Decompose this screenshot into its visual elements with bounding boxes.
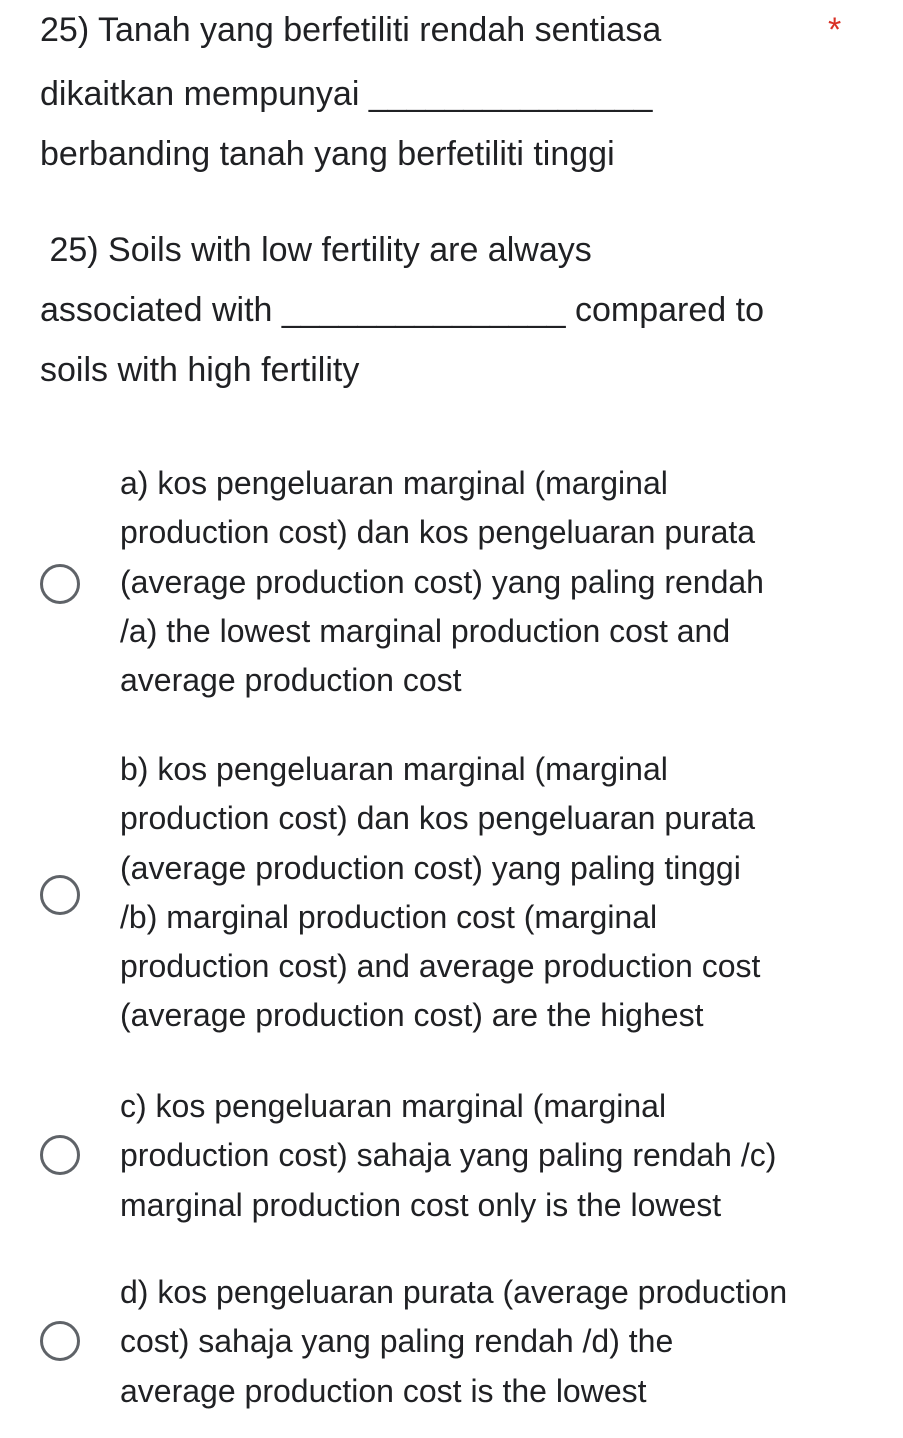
question-line-ms-1: 25) Tanah yang berfetiliti rendah sentiasa: [40, 11, 662, 49]
option-b-line: production cost) and average production cost: [120, 948, 761, 985]
option-d-line: average production cost is the lowest: [120, 1372, 647, 1409]
option-a-line: production cost) dan kos pengeluaran purata: [120, 514, 756, 551]
radio-button-d[interactable]: [40, 1321, 80, 1361]
option-b-line: /b) marginal production cost (marginal: [120, 898, 658, 935]
option-a-line: /a) the lowest marginal production cost and: [120, 612, 731, 649]
option-b[interactable]: [0, 745, 903, 1043]
option-b-line: b) kos pengeluaran marginal (marginal: [120, 751, 668, 787]
option-d[interactable]: [0, 1268, 903, 1418]
option-c-line: marginal production cost only is the lowest: [120, 1186, 722, 1223]
option-a-line: average production cost: [120, 662, 462, 699]
question-line-en-2: associated with _______________ compared to: [40, 291, 764, 329]
radio-button-a[interactable]: [40, 564, 80, 604]
option-c-line: c) kos pengeluaran marginal (marginal: [120, 1088, 667, 1124]
option-c[interactable]: [0, 1082, 903, 1232]
option-c-line: production cost) sahaja yang paling rendah /c): [120, 1137, 777, 1174]
option-b-line: (average production cost) are the highest: [120, 997, 704, 1034]
option-d-label: [120, 1268, 890, 1416]
option-c-label: [120, 1082, 890, 1230]
question-line-ms-2: dikaitkan mempunyai _______________: [40, 75, 653, 113]
option-b-line: production cost) dan kos pengeluaran purata: [120, 800, 756, 837]
question-line-en-3: soils with high fertility: [40, 351, 360, 389]
option-b-label: [120, 745, 890, 1041]
option-a-line: a) kos pengeluaran marginal (marginal: [120, 465, 668, 501]
option-a-label: [120, 459, 890, 705]
question-line-ms-3: berbanding tanah yang berfetiliti tinggi: [40, 135, 615, 173]
required-asterisk: *: [828, 11, 842, 49]
option-a-line: (average production cost) yang paling rendah: [120, 563, 764, 600]
option-d-line: d) kos pengeluaran purata (average production: [120, 1274, 788, 1310]
question-line-en-1: 25) Soils with low fertility are always: [40, 231, 592, 269]
radio-button-c[interactable]: [40, 1135, 80, 1175]
option-a[interactable]: [0, 459, 903, 707]
radio-button-b[interactable]: [40, 875, 80, 915]
option-d-line: cost) sahaja yang paling rendah /d) the: [120, 1323, 674, 1360]
option-b-line: (average production cost) yang paling tinggi: [120, 849, 741, 886]
